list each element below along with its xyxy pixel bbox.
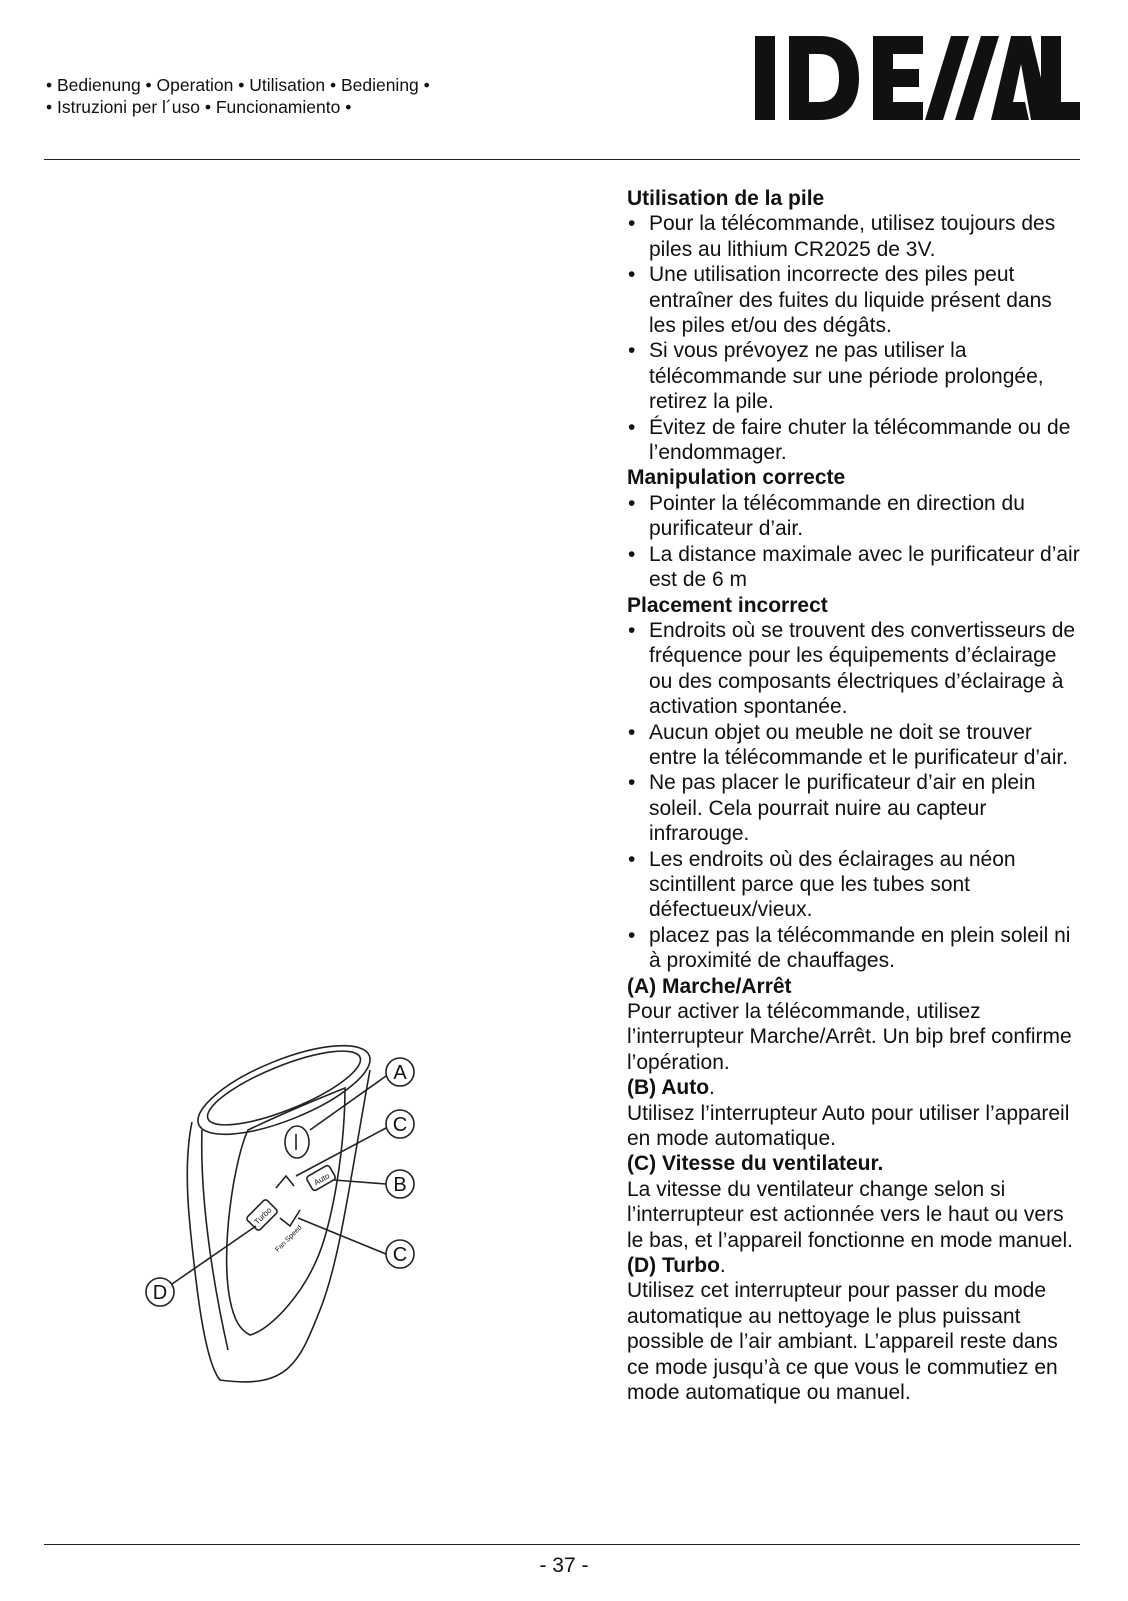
function-text: La vitesse du ventilateur change selon si l’interrupteur est actionnée vers le haut ou vers le bas, et l’appareil fonctionne en mode manuel.	[627, 1177, 1073, 1252]
section-title: Utilisation de la pile	[627, 187, 825, 210]
function-fan-speed	[627, 1151, 1082, 1253]
function-text: Pour activer la télécommande, utilisez l’interrupteur Marche/Arrêt. Un bip bref confirme l’opération.	[627, 1000, 1072, 1074]
main-content	[627, 186, 1082, 1406]
callout-a: A	[393, 1062, 407, 1084]
callout-c-upper: C	[392, 1114, 408, 1136]
list-item: • Pour la télécommande, utilisez toujours des piles au lithium CR2025 de 3V.	[627, 211, 1082, 262]
section-battery	[627, 186, 1082, 465]
list-item: • Les endroits où des éclairages au néon scintillent parce que les tubes sont défectueux/vieux.	[627, 847, 1082, 923]
remote-front-panel	[227, 1088, 345, 1335]
callout-b: B	[393, 1174, 407, 1196]
function-title: (B) Auto.	[627, 1076, 715, 1100]
remote-inner-curve	[202, 1130, 228, 1350]
list-item: • Une utilisation incorrecte des piles peut entraîner des fuites du liquide présent dans les piles et/ou des dégâts.	[627, 262, 1082, 338]
list-item: • Pointer la télécommande en direction du purificateur d’air.	[627, 491, 1082, 542]
section-title: Placement incorrect	[627, 593, 828, 617]
bullet-list	[627, 211, 1082, 465]
callout-d: D	[152, 1282, 168, 1304]
turbo-button-label: Turbo	[252, 1205, 274, 1227]
list-item: • Ne pas placer le purificateur d’air en plein soleil. Cela pourrait nuire au capteur infrarouge.	[627, 770, 1082, 846]
remote-top-rim	[187, 1030, 380, 1152]
bullet-list	[627, 618, 1082, 974]
auto-button-label: Auto	[312, 1171, 332, 1188]
function-title: (A) Marche/Arrêt	[627, 974, 792, 998]
top-rule	[44, 159, 1080, 160]
list-item: • placez pas la télécommande en plein soleil ni à proximité de chauffages.	[627, 923, 1082, 974]
fan-speed-label: Fan Speed	[274, 1224, 304, 1254]
header-line-2: • Istruzioni per l´uso • Funcionamiento •	[46, 97, 352, 117]
function-auto	[627, 1075, 1082, 1151]
list-item: • Si vous prévoyez ne pas utiliser la télécommande sur une période prolongée, retirez la pile.	[627, 338, 1082, 414]
list-item: • Aucun objet ou meuble ne doit se trouver entre la télécommande et le purificateur d’air.	[627, 720, 1082, 771]
function-text: Utilisez cet interrupteur pour passer du mode automatique au nettoyage le plus puissant possible de l’air ambiant. L’appareil reste dans ce mode jusqu’à ce que vous le commutiez en mode automatique ou manuel.	[627, 1279, 1058, 1405]
header-languages	[46, 74, 430, 118]
list-item: • Évitez de faire chuter la télécommande ou de l’endommager.	[627, 415, 1082, 466]
section-handling	[627, 465, 1082, 592]
bottom-rule	[44, 1544, 1080, 1545]
function-title: (D) Turbo.	[627, 1254, 726, 1278]
ideal-logo	[755, 36, 1080, 120]
function-text: Utilisez l’interrupteur Auto pour utiliser l’appareil en mode automatique.	[627, 1101, 1070, 1151]
function-title: (C) Vitesse du ventilateur.	[627, 1152, 884, 1176]
page-number: - 37 -	[539, 1554, 589, 1577]
list-item: • La distance maximale avec le purificateur d’air est de 6 m	[627, 542, 1082, 593]
bullet-list	[627, 491, 1082, 593]
remote-control-diagram	[140, 1030, 440, 1390]
function-on-off	[627, 974, 1082, 1076]
section-placement	[627, 593, 1082, 974]
list-item: • Endroits où se trouvent des convertisseurs de fréquence pour les équipements d’éclairage ou des composants électriques d’éclairage à activation spontanée.	[627, 618, 1082, 720]
section-title: Manipulation correcte	[627, 466, 846, 490]
header-line-1: • Bedienung • Operation • Utilisation • Bediening •	[46, 75, 430, 95]
callout-c-lower: C	[392, 1244, 408, 1266]
function-turbo	[627, 1253, 1082, 1405]
